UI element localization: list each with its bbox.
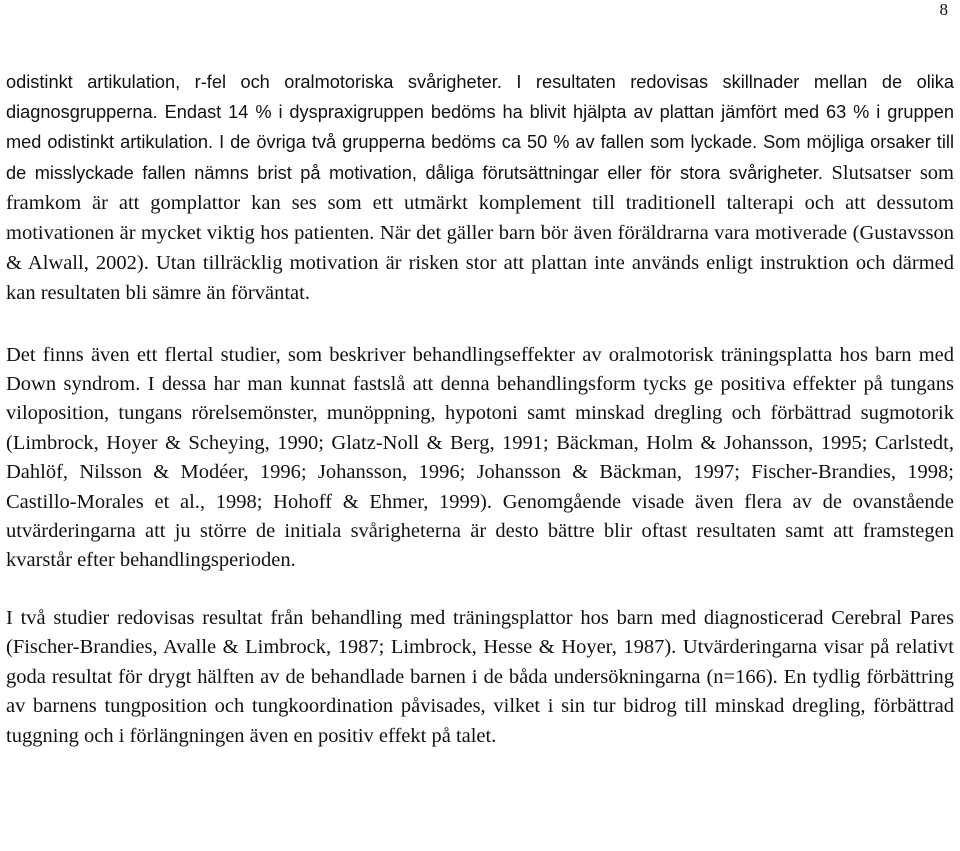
paragraph-1 (6, 67, 954, 309)
paragraph-1-sans-text: odistinkt artikulation, r-fel och oralmotoriska svårigheter. I resultaten redovisas skillnader mellan de olika diagnosgrupperna. Endast 14 % i dyspraxigruppen bedöms ha blivit hjälpta av plattan jämfört med 63 % i gruppen med odistinkt artikulation. I de övriga två grupperna bedöms ca 50 % av fallen som lyckade. Som möjliga orsaker till de misslyckade fallen nämns brist på motivation, dåliga förutsättningar eller för stora svårigheter. (6, 72, 954, 183)
paragraph-1-serif-text: Slutsatser som framkom är att gomplattor kan ses som ett utmärkt komplement till traditionell talterapi och att dessutom motivationen är mycket viktig hos patienten. När det gäller barn bör även föräldrarna vara motiverade (Gustavsson & Alwall, 2002). Utan tillräcklig motivation är risken stor att plattan inte används enligt instruktion och därmed kan resultaten bli sämre än förväntat. (6, 161, 954, 305)
paragraph-spacer (6, 576, 954, 604)
paragraph-spacer (6, 309, 954, 341)
paragraph-2: Det finns även ett flertal studier, som beskriver behandlingseffekter av oralmotorisk träningsplatta hos barn med Down syndrom. I dessa har man kunnat fastslå att denna behandlingsform tycks ge positiva effekter på tungans viloposition, tungans rörelsemönster, munöppning, hypotoni samt minskad dregling och förbättrad sugmotorik (Limbrock, Hoyer & Scheying, 1990; Glatz-Noll & Berg, 1991; Bäckman, Holm & Johansson, 1995; Carlstedt, Dahlöf, Nilsson & Modéer, 1996; Johansson, 1996; Johansson & Bäckman, 1997; Fischer-Brandies, 1998; Castillo-Morales et al., 1998; Hohoff & Ehmer, 1999). Genomgående visade även flera av de ovanstående utvärderingarna att ju större de initiala svårigheterna är desto bättre blir oftast resultaten samt att framstegen kvarstår efter behandlingsperioden. (6, 343, 954, 572)
paragraph-3: I två studier redovisas resultat från behandling med träningsplattor hos barn med diagnosticerad Cerebral Pares (Fischer-Brandies, Avalle & Limbrock, 1987; Limbrock, Hesse & Hoyer, 1987). Utvärderingarna visar på relativt goda resultat för drygt hälften av de behandlade barnen i de båda undersökningarna (n=166). En tydlig förbättring av barnens tungposition och tungkoordination påvisades, vilket i sin tur bidrog till minskad dregling, förbättrad tuggning och i förlängningen även en positiv effekt på talet. (6, 606, 954, 747)
page-number: 8 (939, 0, 948, 19)
document-body (6, 67, 954, 751)
